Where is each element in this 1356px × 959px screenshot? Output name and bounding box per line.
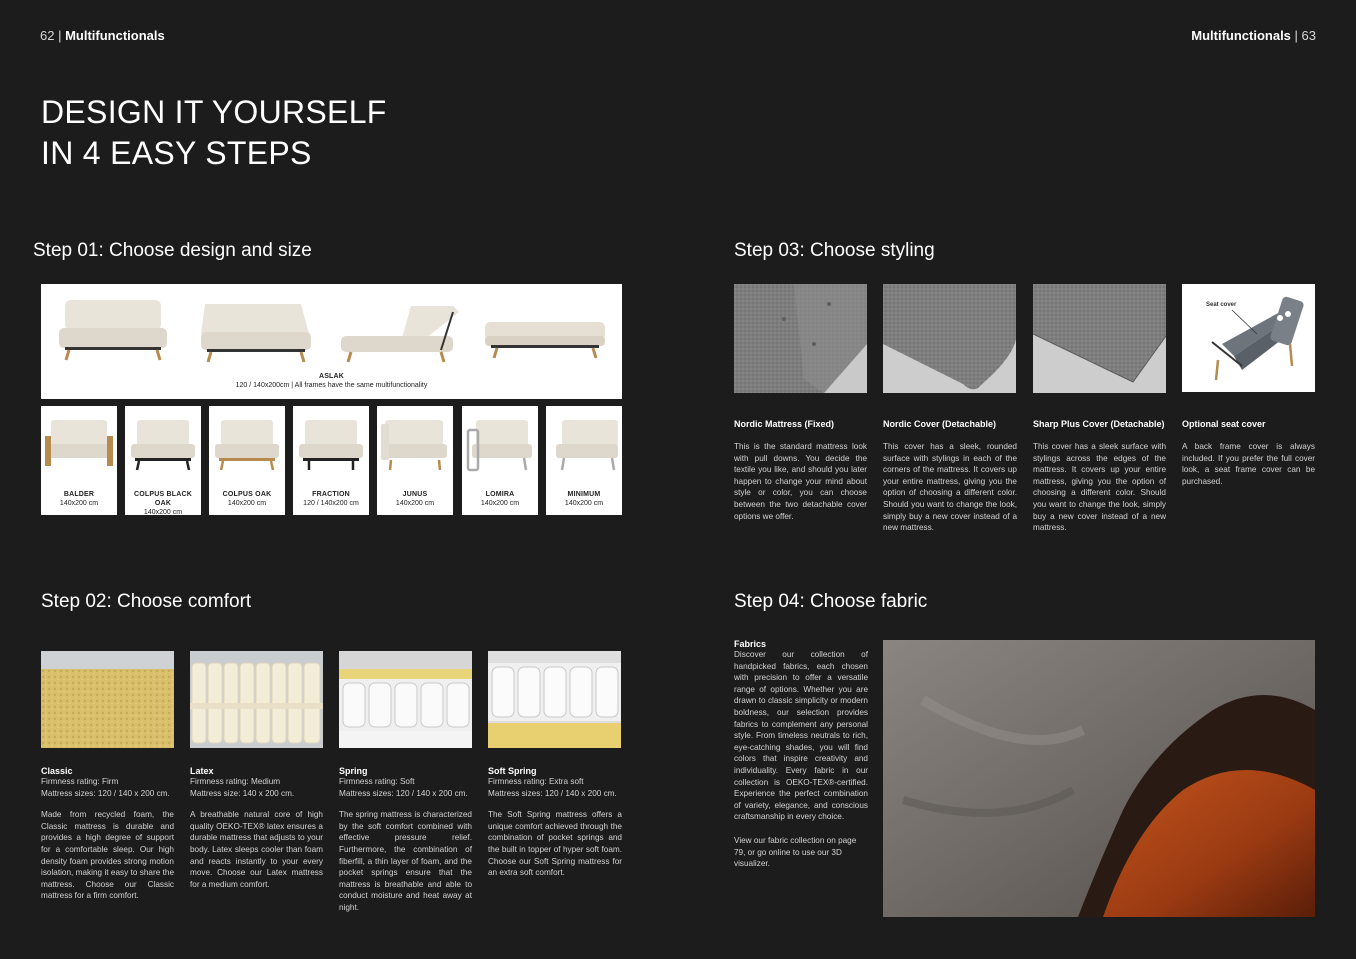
frame-thumb-colpus-black-oak [125, 406, 201, 515]
sharp-plus-cover-image [1033, 284, 1166, 393]
nordic-mattress-description: This is the standard mattress look with pull downs. You decide the textile you like, and should you later happen to change your mind about style or color, you can choose between the two detachable cover options we offer. [734, 442, 867, 521]
sharp-plus-cover-name: Sharp Plus Cover (Detachable) [1033, 419, 1165, 429]
latex-rating: Firmness rating: Medium [190, 777, 281, 786]
fabrics-block [734, 639, 868, 870]
frame-size: 140x200 cm [143, 509, 183, 516]
optional-seat-cover-block [1182, 419, 1315, 487]
frame-thumb-fraction [293, 406, 369, 515]
seat-cover-callout: Seat cover [1206, 302, 1237, 308]
optional-seat-cover-image [1182, 284, 1315, 392]
aslak-description: 120 / 140x200cm | All frames have the same multifunctionality [235, 382, 428, 389]
step3-heading: Step 03: Choose styling [734, 240, 935, 261]
classic-name: Classic [41, 766, 73, 776]
spring-mattress-image [339, 651, 472, 748]
sofa-recline [341, 306, 459, 362]
aslak-sofa-images [41, 284, 622, 374]
spring-sizes: Mattress sizes: 120 / 140 x 200 cm. [339, 788, 468, 798]
latex-name: Latex [190, 766, 214, 776]
frame-thumb-balder [41, 406, 117, 515]
step4-heading: Step 04: Choose fabric [734, 591, 928, 612]
latex-description: A breathable natural core of high quality OEKO-TEX® latex ensures a durable mattress that adjusts to your body. Latex sleeps cooler than foam and reacts instantly to your every move. Choose our Latex mattress for a medium comfort. [190, 810, 323, 889]
optional-seat-cover-name: Optional seat cover [1182, 419, 1266, 429]
latex-block [190, 766, 323, 890]
frame-name: JUNUS [402, 491, 428, 498]
nordic-cover-image [883, 284, 1016, 393]
nordic-cover-name: Nordic Cover (Detachable) [883, 419, 997, 429]
frame-size: 140x200 cm [395, 500, 435, 507]
frame-size: 120 / 140x200 cm [303, 500, 359, 507]
classic-rating: Firmness rating: Firm [41, 777, 119, 786]
frame-size: 140x200 cm [59, 500, 99, 507]
aslak-name: ASLAK [318, 373, 345, 380]
latex-sizes: Mattress size: 140 x 200 cm. [190, 788, 295, 798]
frame-name: COLPUS OAK [222, 491, 272, 498]
nordic-mattress-image [734, 284, 867, 393]
classic-block [41, 766, 174, 902]
right-page-header: Multifunctionals | 63 [1191, 28, 1316, 43]
frame-name: FRACTION [312, 491, 350, 498]
frame-size: 140x200 cm [564, 500, 604, 507]
soft-spring-rating: Firmness rating: Extra soft [488, 777, 584, 786]
frame-name: BALDER [63, 491, 95, 498]
right-section-name: Multifunctionals [1191, 28, 1291, 43]
sofa-lounge [201, 304, 311, 362]
frame-name: COLPUS BLACK OAK [133, 491, 192, 507]
frame-thumb-minimum [546, 406, 622, 515]
optional-seat-cover-description: A back frame cover is always included. If you prefer the full cover look, a seat frame cover can be purchased. [1182, 442, 1315, 486]
spring-name: Spring [339, 766, 368, 776]
right-page-number: 63 [1301, 28, 1316, 43]
frame-size: 140x200 cm [480, 500, 520, 507]
sharp-plus-cover-description: This cover has a sleek surface with stylings across the edges of the mattress. It covers up your entire mattress, giving you the option of choosing a different color. Should you want to change the look, simply buy a new cover instead of a new mattress. [1033, 442, 1166, 533]
step2-heading: Step 02: Choose comfort [41, 591, 252, 612]
soft-spring-sizes: Mattress sizes: 120 / 140 x 200 cm. [488, 788, 617, 798]
fabrics-label: Fabrics [734, 639, 767, 649]
left-section-name: Multifunctionals [65, 28, 165, 43]
soft-spring-name: Soft Spring [488, 766, 537, 776]
nordic-cover-description: This cover has a sleek, rounded surface with stylings in each of the corners of the mattress. It covers up your entire mattress, giving you the option of choosing a different color. Should you want to change the look, simply buy a new cover instead of a new mattress. [883, 442, 1017, 533]
fabric-photo [883, 640, 1315, 917]
spring-description: The spring mattress is characterized by the soft comfort combined with effective pressure relief. Furthermore, the combination of fiberfill, a thin layer of foam, and the pocket springs ensure that the mattress is breathable and able to conduct moisture and heat away at night. [339, 810, 472, 912]
sofa-upright [59, 300, 167, 360]
soft-spring-mattress-image [488, 651, 621, 748]
frame-name: LOMIRA [485, 491, 515, 498]
title-line-1: DESIGN IT YOURSELF [41, 94, 387, 130]
nordic-mattress-block [734, 419, 867, 522]
left-page-header: 62 | Multifunctionals [40, 28, 165, 43]
left-page-number: 62 [40, 28, 55, 43]
fabrics-link-text: View our fabric collection on page 79, or go online to use our 3D visualizer. [734, 835, 857, 869]
page-title [41, 92, 387, 174]
step1-heading: Step 01: Choose design and size [33, 240, 312, 261]
fabrics-description: Discover our collection of handpicked fabrics, each chosen with precision to offer a versatile range of options. Whether you are drawn to classic simplicity or modern boldness, our selection provides fabrics to complement any personal style. From timeless neutrals to rich, eye-catching shades, you will find colors that inspire creativity and individuality. Every fabric in our collection is OEKO-TEX®-certified. Experience the perfect combination of variety, elegance, and conscious craftsmanship in every choice. [734, 650, 868, 822]
spring-block [339, 766, 472, 914]
frame-thumb-colpus-oak [209, 406, 285, 515]
sharp-plus-cover-block [1033, 419, 1166, 534]
classic-description: Made from recycled foam, the Classic mattress is durable and provides a high degree of support for a comfortable sleep. Our high density foam provides strong motion isolation, making it easy to share the mattress. Choose our Classic mattress for a firm comfort. [41, 810, 174, 901]
nordic-cover-block [883, 419, 1017, 534]
frame-size: 140x200 cm [227, 500, 267, 507]
aslak-panel [41, 284, 622, 399]
sofa-bed [485, 322, 605, 358]
frame-thumb-junus [377, 406, 453, 515]
nordic-mattress-name: Nordic Mattress (Fixed) [734, 419, 835, 429]
spring-rating: Firmness rating: Soft [339, 777, 415, 786]
classic-mattress-image [41, 651, 174, 748]
soft-spring-block [488, 766, 622, 879]
soft-spring-description: The Soft Spring mattress offers a unique comfort achieved through the combination of pocket springs and the built in topper of hyper soft foam. Choose our Soft Spring mattress for an extra soft comfort. [488, 810, 622, 878]
frame-thumb-lomira [462, 406, 538, 515]
latex-mattress-image [190, 651, 323, 748]
frame-name: MINIMUM [567, 491, 601, 498]
classic-sizes: Mattress sizes: 120 / 140 x 200 cm. [41, 788, 170, 798]
title-line-2: IN 4 EASY STEPS [41, 135, 312, 171]
